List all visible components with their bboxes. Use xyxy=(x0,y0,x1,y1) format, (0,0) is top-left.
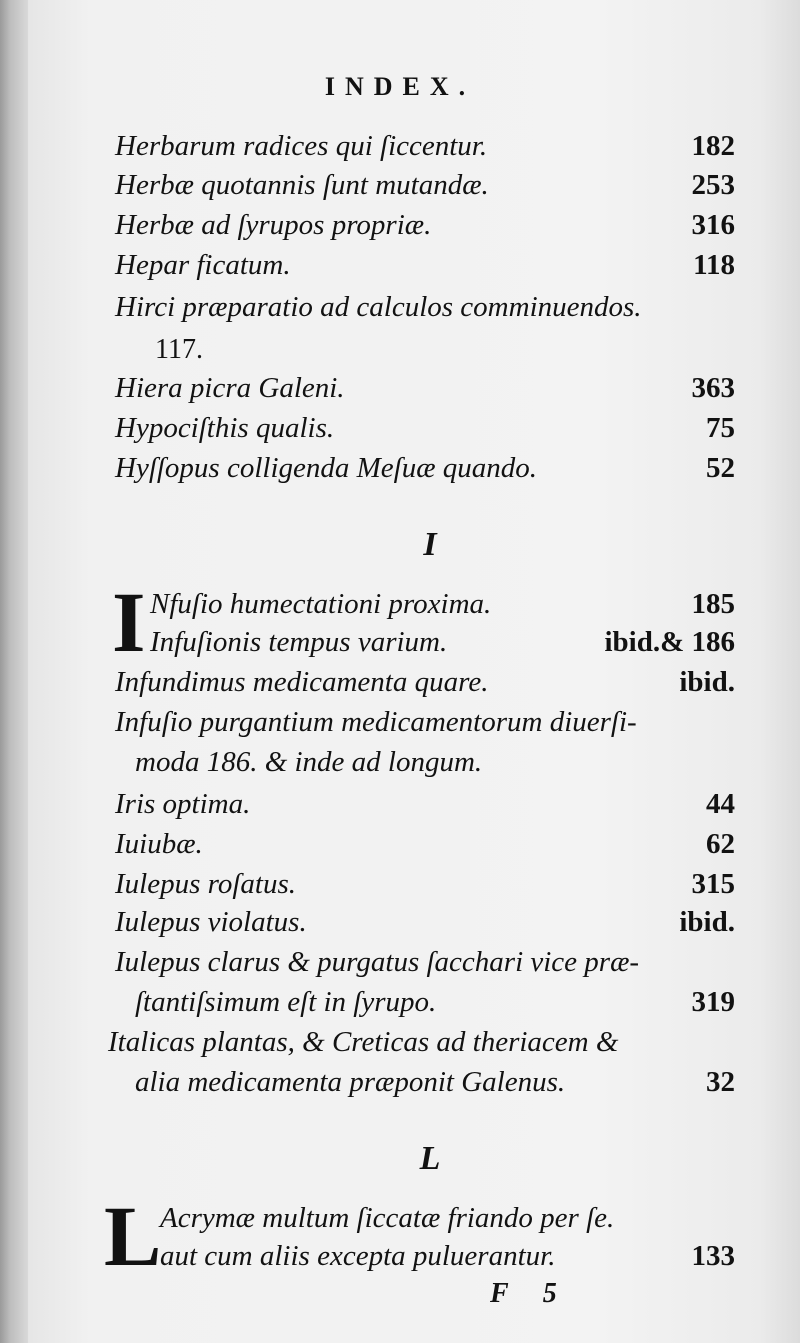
index-entry: Iulepus violatus. ibid. xyxy=(115,906,735,938)
index-entry: Infuſionis tempus varium. ibid.& 186 xyxy=(150,626,735,658)
section-letter-heading: I xyxy=(423,526,437,563)
index-entry: Nfuſio humectationi proxima. 185 xyxy=(150,588,735,620)
index-entry-continuation: aut cum aliis excepta puluerantur. 133 xyxy=(160,1240,735,1272)
index-entry: Herbæ quotannis ſunt mutandæ. 253 xyxy=(115,169,735,201)
index-entry: Hepar ficatum. 118 xyxy=(115,249,735,281)
index-entry: Hypociſthis qualis. 75 xyxy=(115,412,735,444)
drop-capital: L xyxy=(104,1188,162,1284)
index-entry-continuation: 117. xyxy=(155,334,203,365)
index-entry: Infundimus medicamenta quare. ibid. xyxy=(115,666,735,698)
index-entry: Herbæ ad ſyrupos propriæ. 316 xyxy=(115,209,735,241)
index-entry-continuation: ſtantiſsimum eſt in ſyrupo. 319 xyxy=(135,986,735,1018)
index-entry: Iris optima. 44 xyxy=(115,788,735,820)
drop-capital: I xyxy=(112,574,146,670)
index-entry: Iuiubæ. 62 xyxy=(115,828,735,860)
index-entry: Acrymæ multum ſiccatæ friando per ſe. xyxy=(160,1202,615,1234)
section-letter-heading: L xyxy=(419,1140,441,1177)
index-entry: Hiera picra Galeni. 363 xyxy=(115,372,735,404)
index-entry: Italicas plantas, & Creticas ad theriacem & xyxy=(108,1026,619,1058)
page-header: INDEX. xyxy=(324,72,476,101)
index-entry: Infuſio purgantium medicamentorum diuerſi- xyxy=(115,706,637,738)
signature-mark: F 5 xyxy=(490,1278,557,1309)
index-entry: Iulepus clarus & purgatus ſacchari vice præ- xyxy=(115,946,640,978)
index-entry-continuation: moda 186. & inde ad longum. xyxy=(135,746,483,778)
index-entry: Herbarum radices qui ſiccentur. 182 xyxy=(115,130,735,162)
index-entry-continuation: alia medicamenta præponit Galenus. 32 xyxy=(135,1066,735,1098)
index-entry: Hyſſopus colligenda Meſuæ quando. 52 xyxy=(115,452,735,484)
index-entry: Hirci præparatio ad calculos comminuendos. xyxy=(115,291,642,323)
index-entry: Iulepus roſatus. 315 xyxy=(115,868,735,900)
